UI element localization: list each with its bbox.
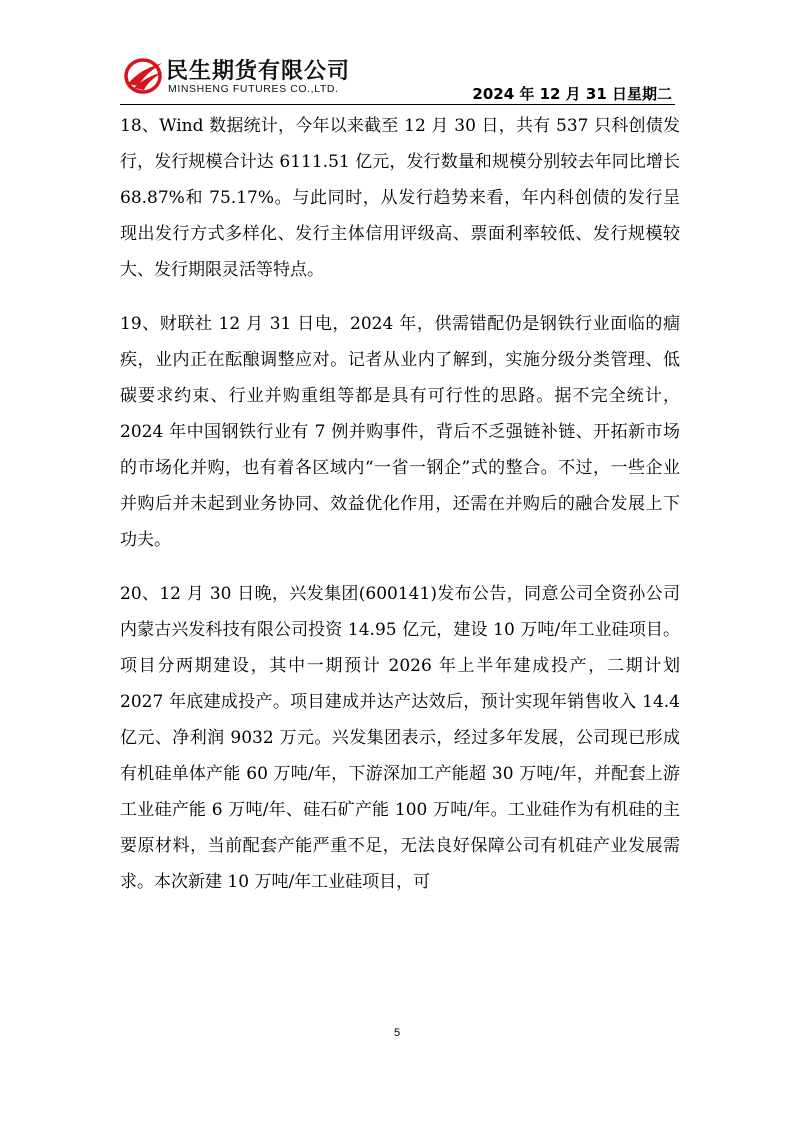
news-item-20: 20、12 月 30 日晚，兴发集团(600141)发布公告，同意公司全资孙公司内蒙古兴发科技有限公司投资 14.95 亿元，建设 10 万吨/年工业硅项目。项目分两期建设，其中一期预计 2026 年上半年建成投产，二期计划 2027 年底建成投产。项目建成并达产达效后，预计实现年销售收入 14.4 亿元、净利润 9032 万元。兴发集团表示，经过多年发展，公司现已形成有机硅单体产能 60 万吨/年，下游深加工产能超 30 万吨/年，并配套上游工业硅产能 6 万吨/年、硅石矿产能 100 万吨/年。工业硅作为有机硅的主要原材料，当前配套产能严重不足，无法良好保障公司有机硅产业发展需求。本次新建 10 万吨/年工业硅项目，可	[120, 584, 680, 892]
header-divider	[120, 104, 675, 105]
company-name-cn: 民生期货有限公司	[166, 59, 351, 84]
news-item-18: 18、Wind 数据统计，今年以来截至 12 月 30 日，共有 537 只科创债发行，发行规模合计达 6111.51 亿元，发行数量和规模分别较去年同比增长 68.87%和 75.17%。与此同时，从发行趋势来看，年内科创债的发行呈现出发行方式多样化、发行主体信用评级高、票面利率较低、发行规模较大、发行期限灵活等特点。	[120, 116, 680, 280]
news-item-19: 19、财联社 12 月 31 日电，2024 年，供需错配仍是钢铁行业面临的痼疾，业内正在酝酿调整应对。记者从业内了解到，实施分级分类管理、低碳要求约束、行业并购重组等都是具有可行性的思路。据不完全统计，2024 年中国钢铁行业有 7 例并购事件，背后不乏强链补链、开拓新市场的市场化并购，也有着各区域内“一省一钢企”式的整合。不过，一些企业并购后并未起到业务协同、效益优化作用，还需在并购后的融合发展上下功夫。	[120, 314, 680, 550]
page-header	[0, 0, 794, 106]
document-body	[120, 108, 680, 918]
company-logo	[122, 52, 367, 100]
report-date: 2024 年 12 月 31 日星期二	[472, 85, 672, 103]
page-number: 5	[393, 1027, 401, 1039]
company-name-en: MINSHENG FUTURES CO.,LTD.	[168, 83, 339, 95]
swoosh-logo-icon	[122, 54, 164, 96]
